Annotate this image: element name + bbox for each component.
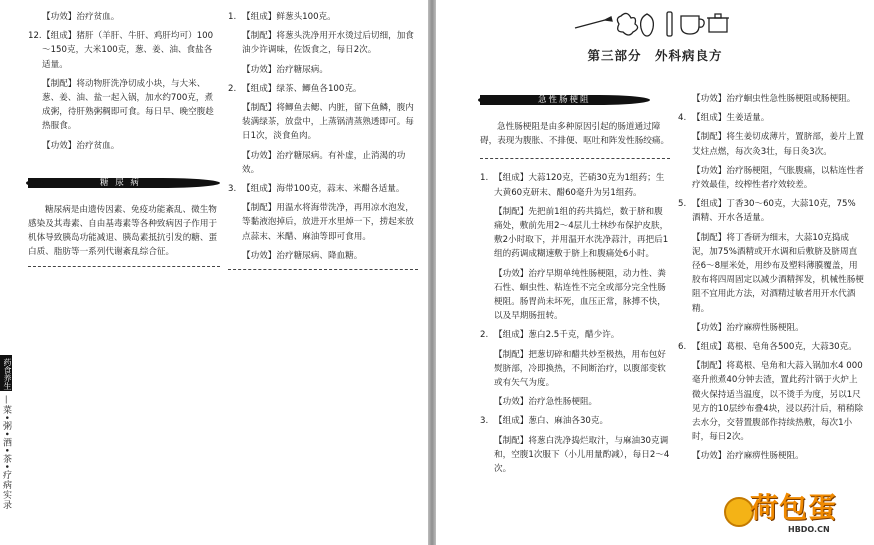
- composition-text: 【组成】葱白、麻油各30克。: [494, 416, 609, 427]
- item-number: 3.: [480, 416, 489, 427]
- item-number: 5.: [678, 199, 687, 210]
- effect-text: 【功效】治疗急性肠梗阻。: [494, 397, 598, 408]
- recipe-item-4: [678, 111, 864, 192]
- effect-text: 【功效】治疗肠梗阻，气胀腹痛，以粘连性者疗效最佳，绞榨性者疗效较差。: [692, 165, 864, 191]
- method-text: 【制配】将丁香研为细末，大蒜10克捣成泥，加75%酒精或开水调和后敷脐及脐周直径6～8厘米处，用纱布及塑料薄膜覆盖，用胶布将四周固定以减少酒精挥发，机械性肠梗阻不宜用此方法，对酒精过敏者用开水代酒精。: [692, 232, 864, 314]
- left-column-1: [28, 10, 220, 273]
- effect-line: 【功效】治疗蛔虫性急性肠梗阻或肠梗阻。: [692, 94, 856, 104]
- watermark-word: 荷包蛋: [750, 491, 838, 524]
- recipe-item-2: [228, 82, 418, 177]
- side-tab-block: 药食养生: [0, 355, 12, 391]
- item-number: 3.: [228, 184, 237, 195]
- method-text: 【制配】将葱头洗净用开水烫过后切细，加食油少许调味，佐饭食之，每日2次。: [242, 31, 414, 56]
- recipe-item-1: [228, 10, 418, 77]
- effect-line: 【功效】治疗贫血。: [42, 12, 120, 22]
- composition-text: 【组成】绿茶、鲫鱼各100克。: [242, 83, 362, 94]
- method-text: 【制配】将葛根、皂角和大蒜入锅加水4 000毫升煎煮40分钟去渣，置此药汁锅于火炉上微火保持适当温度，以不烫手为度，另以1尺见方的10层纱布叠4块，浸以药汁后，稍稍除去水分，交替置腹部作持续热敷，每次1小时，每日2次。: [692, 361, 864, 443]
- part-title: 第三部分 外科病良方: [587, 48, 723, 63]
- effect-text: 【功效】治疗糖尿病、降血糖。: [242, 250, 363, 261]
- effect-text: 【功效】治疗贫血。: [42, 140, 120, 151]
- item-number: 4.: [678, 113, 687, 124]
- watermark-url: HBDO.CN: [788, 525, 830, 534]
- composition-text: 【组成】鲜葱头100克。: [242, 12, 336, 22]
- side-tab-text: —菜•粥•酒•茶•疗病实录: [1, 395, 11, 511]
- method-text: 【制配】将鲫鱼去鳃、内脏，留下鱼鳞，腹内装满绿茶，放盘中，上蒸锅清蒸熟透即可。每日1次，淡食鱼肉。: [242, 103, 414, 142]
- effect-text: 【功效】治疗早期单纯性肠梗阻，动力性、粪石性、蛔虫性、粘连性不完全或部分完全性肠梗阻。肠胃尚未坏死，血压正常，脉搏不快，以及早期肠扭转。: [494, 268, 666, 322]
- composition-text: 【组成】丁香30～60克，大蒜10克，75%酒精、开水各适量。: [692, 199, 856, 224]
- recipe-item-3: [228, 182, 418, 263]
- recipe-item-5: [678, 197, 864, 335]
- method-text: 【制配】用温水将海带洗净，再用凉水泡发，等黏液泡掉后，放进开水里焯一下，捞起来放点蒜末、米醋、麻油等即可食用。: [242, 203, 414, 242]
- left-page: [0, 0, 428, 545]
- effect-text: 【功效】治疗麻痹性肠梗阻。: [692, 451, 804, 462]
- recipe-item-12: [28, 29, 220, 153]
- composition-text: 【组成】海带100克，蒜末、米醋各适量。: [242, 184, 405, 195]
- right-column-2: [678, 92, 864, 469]
- right-page: [436, 0, 874, 545]
- section-intro: 糖尿病是由遗传因素、免疫功能紊乱、微生物感染及其毒素、自由基毒素等各种致病因子作用于机体导致胰岛功能减退、胰岛素抵抗引发的糖、蛋白质、脂肪等一系列代谢紊乱综合征。: [28, 204, 218, 258]
- effect-text: 【功效】治疗糖尿病。有补虚，止消渴的功效。: [242, 150, 406, 175]
- book-gutter: [428, 0, 436, 545]
- item-number: 1.: [228, 12, 237, 22]
- item-number: 2.: [228, 83, 237, 94]
- method-text: 【制配】将葱白洗净捣烂取汁，与麻油30克调和，空腹1次服下（小儿用量酌减），每日2～4次。: [494, 435, 670, 475]
- banner-title: 糖 尿 病: [100, 177, 141, 188]
- composition-text: 【组成】葱白2.5千克，醋少许。: [494, 330, 620, 341]
- item-number: 1.: [480, 173, 489, 184]
- kitchen-utensils-icon: [571, 8, 731, 38]
- method-text: 【制配】将生姜切成薄片，置脐部，姜片上置艾炷点燃，每次灸3壮，每日灸3次。: [692, 132, 864, 157]
- watermark-logo: [724, 489, 864, 539]
- right-column-1: [480, 88, 670, 481]
- banner-title: 急性肠梗阻: [538, 95, 591, 105]
- composition-text: 【组成】生姜适量。: [692, 113, 770, 124]
- composition-text: 【组成】葛根、皂角各500克，大蒜30克。: [692, 342, 857, 353]
- item-number: 12.: [28, 31, 42, 42]
- composition-text: 【组成】猪肝（羊肝、牛肝、鸡肝均可）100～150克，大米100克，葱、姜、油、食盐各适量。: [42, 31, 214, 70]
- section-banner-diabetes: [28, 175, 220, 191]
- section-intro: 急性肠梗阻是由多种原因引起的肠道通过障碍，表现为腹胀、不排便、呕吐和阵发性肠绞痛。: [480, 122, 670, 147]
- recipe-item-2: [480, 328, 670, 409]
- left-column-2: [228, 10, 418, 276]
- recipe-item-6: [678, 340, 864, 464]
- divider: [28, 266, 220, 267]
- effect-text: 【功效】治疗糖尿病。: [242, 64, 328, 75]
- divider: [480, 158, 670, 159]
- item-number: 2.: [480, 330, 489, 341]
- section-banner-intestinal-obstruction: [480, 92, 670, 108]
- composition-text: 【组成】大蒜120克，芒硝30克为1组药；生大黄60克研末、醋60毫升为另1组药。: [494, 173, 665, 198]
- divider: [228, 269, 418, 270]
- recipe-item-3: [480, 414, 670, 476]
- effect-text: 【功效】治疗麻痹性肠梗阻。: [692, 322, 804, 333]
- recipe-item-1: [480, 171, 670, 323]
- item-number: 6.: [678, 342, 687, 353]
- method-text: 【制配】先把前1组的药共捣烂，数于脐和腹痛处，敷前先用2～4层儿士林纱布保护皮肤，敷2小时取下，并用温开水洗净蒜汁，再把后1组的药调成糊速敷于脐上和腹痛处6小时。: [494, 206, 669, 260]
- side-tab: [0, 355, 14, 510]
- method-text: 【制配】将动物肝洗净切成小块，与大米、葱、姜、油、盐一起入锅，加水约700克，煮成粥，待肝熟粥稠即可食。每日早、晚空腹趁热服食。: [42, 78, 214, 132]
- method-text: 【制配】把葱切碎和醋共炒至极热，用布包好熨脐部，冷即换热，不间断治疗，以腹部变软或有矢气为度。: [494, 349, 666, 389]
